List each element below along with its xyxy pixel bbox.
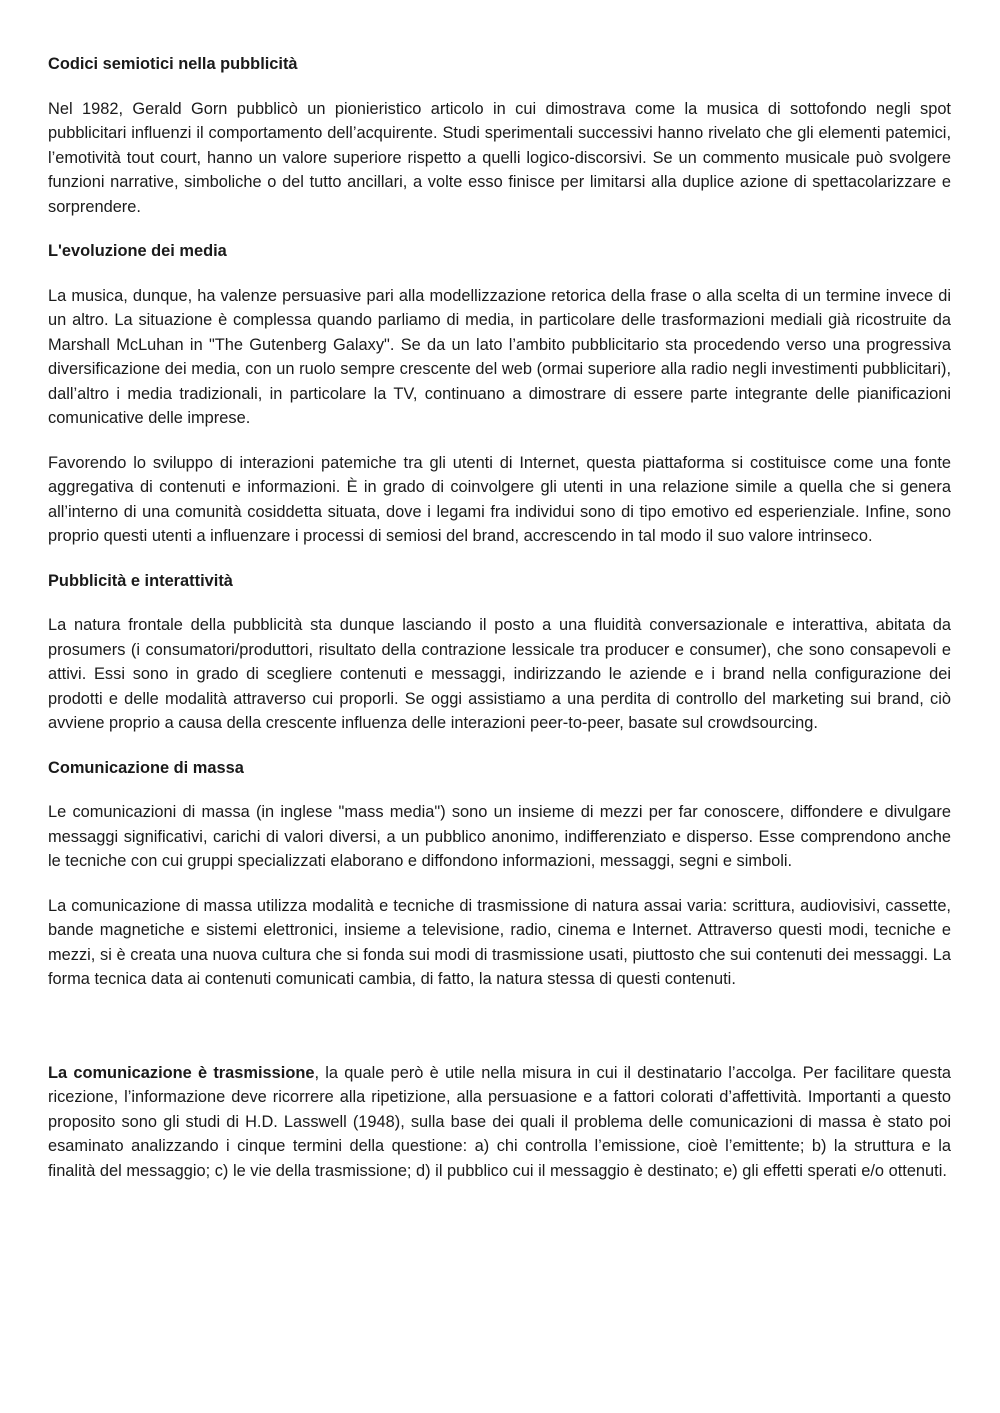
paragraph: La comunicazione di massa utilizza modalità e tecniche di trasmissione di natura assai varia: scrittura, audiovisivi, cassette, bande magnetiche e sistemi elettronici, insieme a televisione, radio, cinema e Internet. Attraverso questi modi, tecniche e mezzi, si è creata una nuova cultura che si fonda sui modi di trasmissione usati, piuttosto che sui contenuti dei messaggi. La forma tecnica data ai contenuti comunicati cambia, di fatto, la natura stessa di questi contenuti. xyxy=(48,896,951,988)
paragraph: Favorendo lo sviluppo di interazioni patemiche tra gli utenti di Internet, questa piattaforma si costituisce come una fonte aggregativa di contenuti e informazioni. È in grado di coinvolgere gli utenti in una relazione simile a quella che si genera all’interno di una comunità cosiddetta situata, dove i legami fra individui sono di tipo emotivo ed esperienziale. Infine, sono proprio questi utenti a influenzare i processi di semiosi del brand, accrescendo in tal modo il suo valore intrinseco. xyxy=(48,453,951,545)
bold-lead: La comunicazione è trasmissione xyxy=(48,1063,315,1082)
paragraph: Le comunicazioni di massa (in inglese "mass media") sono un insieme di mezzi per far conoscere, diffondere e divulgare messaggi significativi, carichi di valori diversi, a un pubblico anonimo, indifferenziato e disperso. Esse comprendono anche le tecniche con cui gruppi specializzati elaborano e diffondono informazioni, messaggi, segni e simboli. xyxy=(48,803,951,870)
paragraph-text: , la quale però è utile nella misura in cui il destinatario l’accolga. Per facilitare questa ricezione, l’informazione deve ricorrere alla ripetizione, alla persuasione e a fattori colorati d’affettività. Importanti a questo proposito sono gli studi di H.D. Lasswell (1948), sulla base dei quali il problema delle comunicazioni di massa è stato poi esaminato analizzando i cinque termini della questione: a) chi controlla l’emissione, cioè l’emittente; b) la struttura e la finalità del messaggio; c) le vie della trasmissione; d) il pubblico cui il messaggio è destinato; e) gli effetti sperati e/o ottenuti. xyxy=(48,1063,951,1180)
section-heading: Pubblicità e interattività xyxy=(48,571,233,590)
paragraph: La natura frontale della pubblicità sta dunque lasciando il posto a una fluidità conversazionale e interattiva, abitata da prosumers (i consumatori/produttori, risultato della contrazione lessicale tra producer e consumer), che sono consapevoli e attivi. Essi sono in grado di scegliere contenuti e messaggi, indirizzando le aziende e i brand nella configurazione dei prodotti e delle modalità attraverso cui proporli. Se oggi assistiamo a una perdita di controllo del marketing sui brand, ciò avviene proprio a causa della crescente influenza delle interazioni peer-to-peer, basate sul crowdsourcing. xyxy=(48,616,951,732)
document-page xyxy=(48,52,951,1203)
section-heading: Codici semiotici nella pubblicità xyxy=(48,55,298,73)
section-heading: Comunicazione di massa xyxy=(48,758,244,777)
paragraph: La musica, dunque, ha valenze persuasive pari alla modellizzazione retorica della frase o alla scelta di un termine invece di un altro. La situazione è complessa quando parliamo di media, in particolare delle trasformazioni mediali già ricostruite da Marshall McLuhan in "The Gutenberg Galaxy". Se da un lato l’ambito pubblicitario sta procedendo verso una progressiva diversificazione dei media, con un ruolo sempre crescente del web (ormai superiore alla radio negli investimenti pubblicitari), dall’altro i media tradizionali, in particolare la TV, continuano a dimostrare di essere parte integrante delle pianificazioni comunicative delle imprese. xyxy=(48,286,951,427)
final-paragraph xyxy=(48,1061,951,1184)
paragraph: Nel 1982, Gerald Gorn pubblicò un pionieristico articolo in cui dimostrava come la musica di sottofondo negli spot pubblicitari influenzi il comportamento dell’acquirente. Studi sperimentali successivi hanno rivelato che gli elementi patemici, l’emotività tout court, hanno un valore superiore rispetto a quelli logico-discorsivi. Se un commento musicale può svolgere funzioni narrative, simboliche o del tutto ancillari, a volte esso finisce per limitarsi alla duplice azione di spettacolarizzare e sorprendere. xyxy=(48,99,951,216)
blank-space xyxy=(48,1012,951,1061)
section-heading: L'evoluzione dei media xyxy=(48,242,227,260)
